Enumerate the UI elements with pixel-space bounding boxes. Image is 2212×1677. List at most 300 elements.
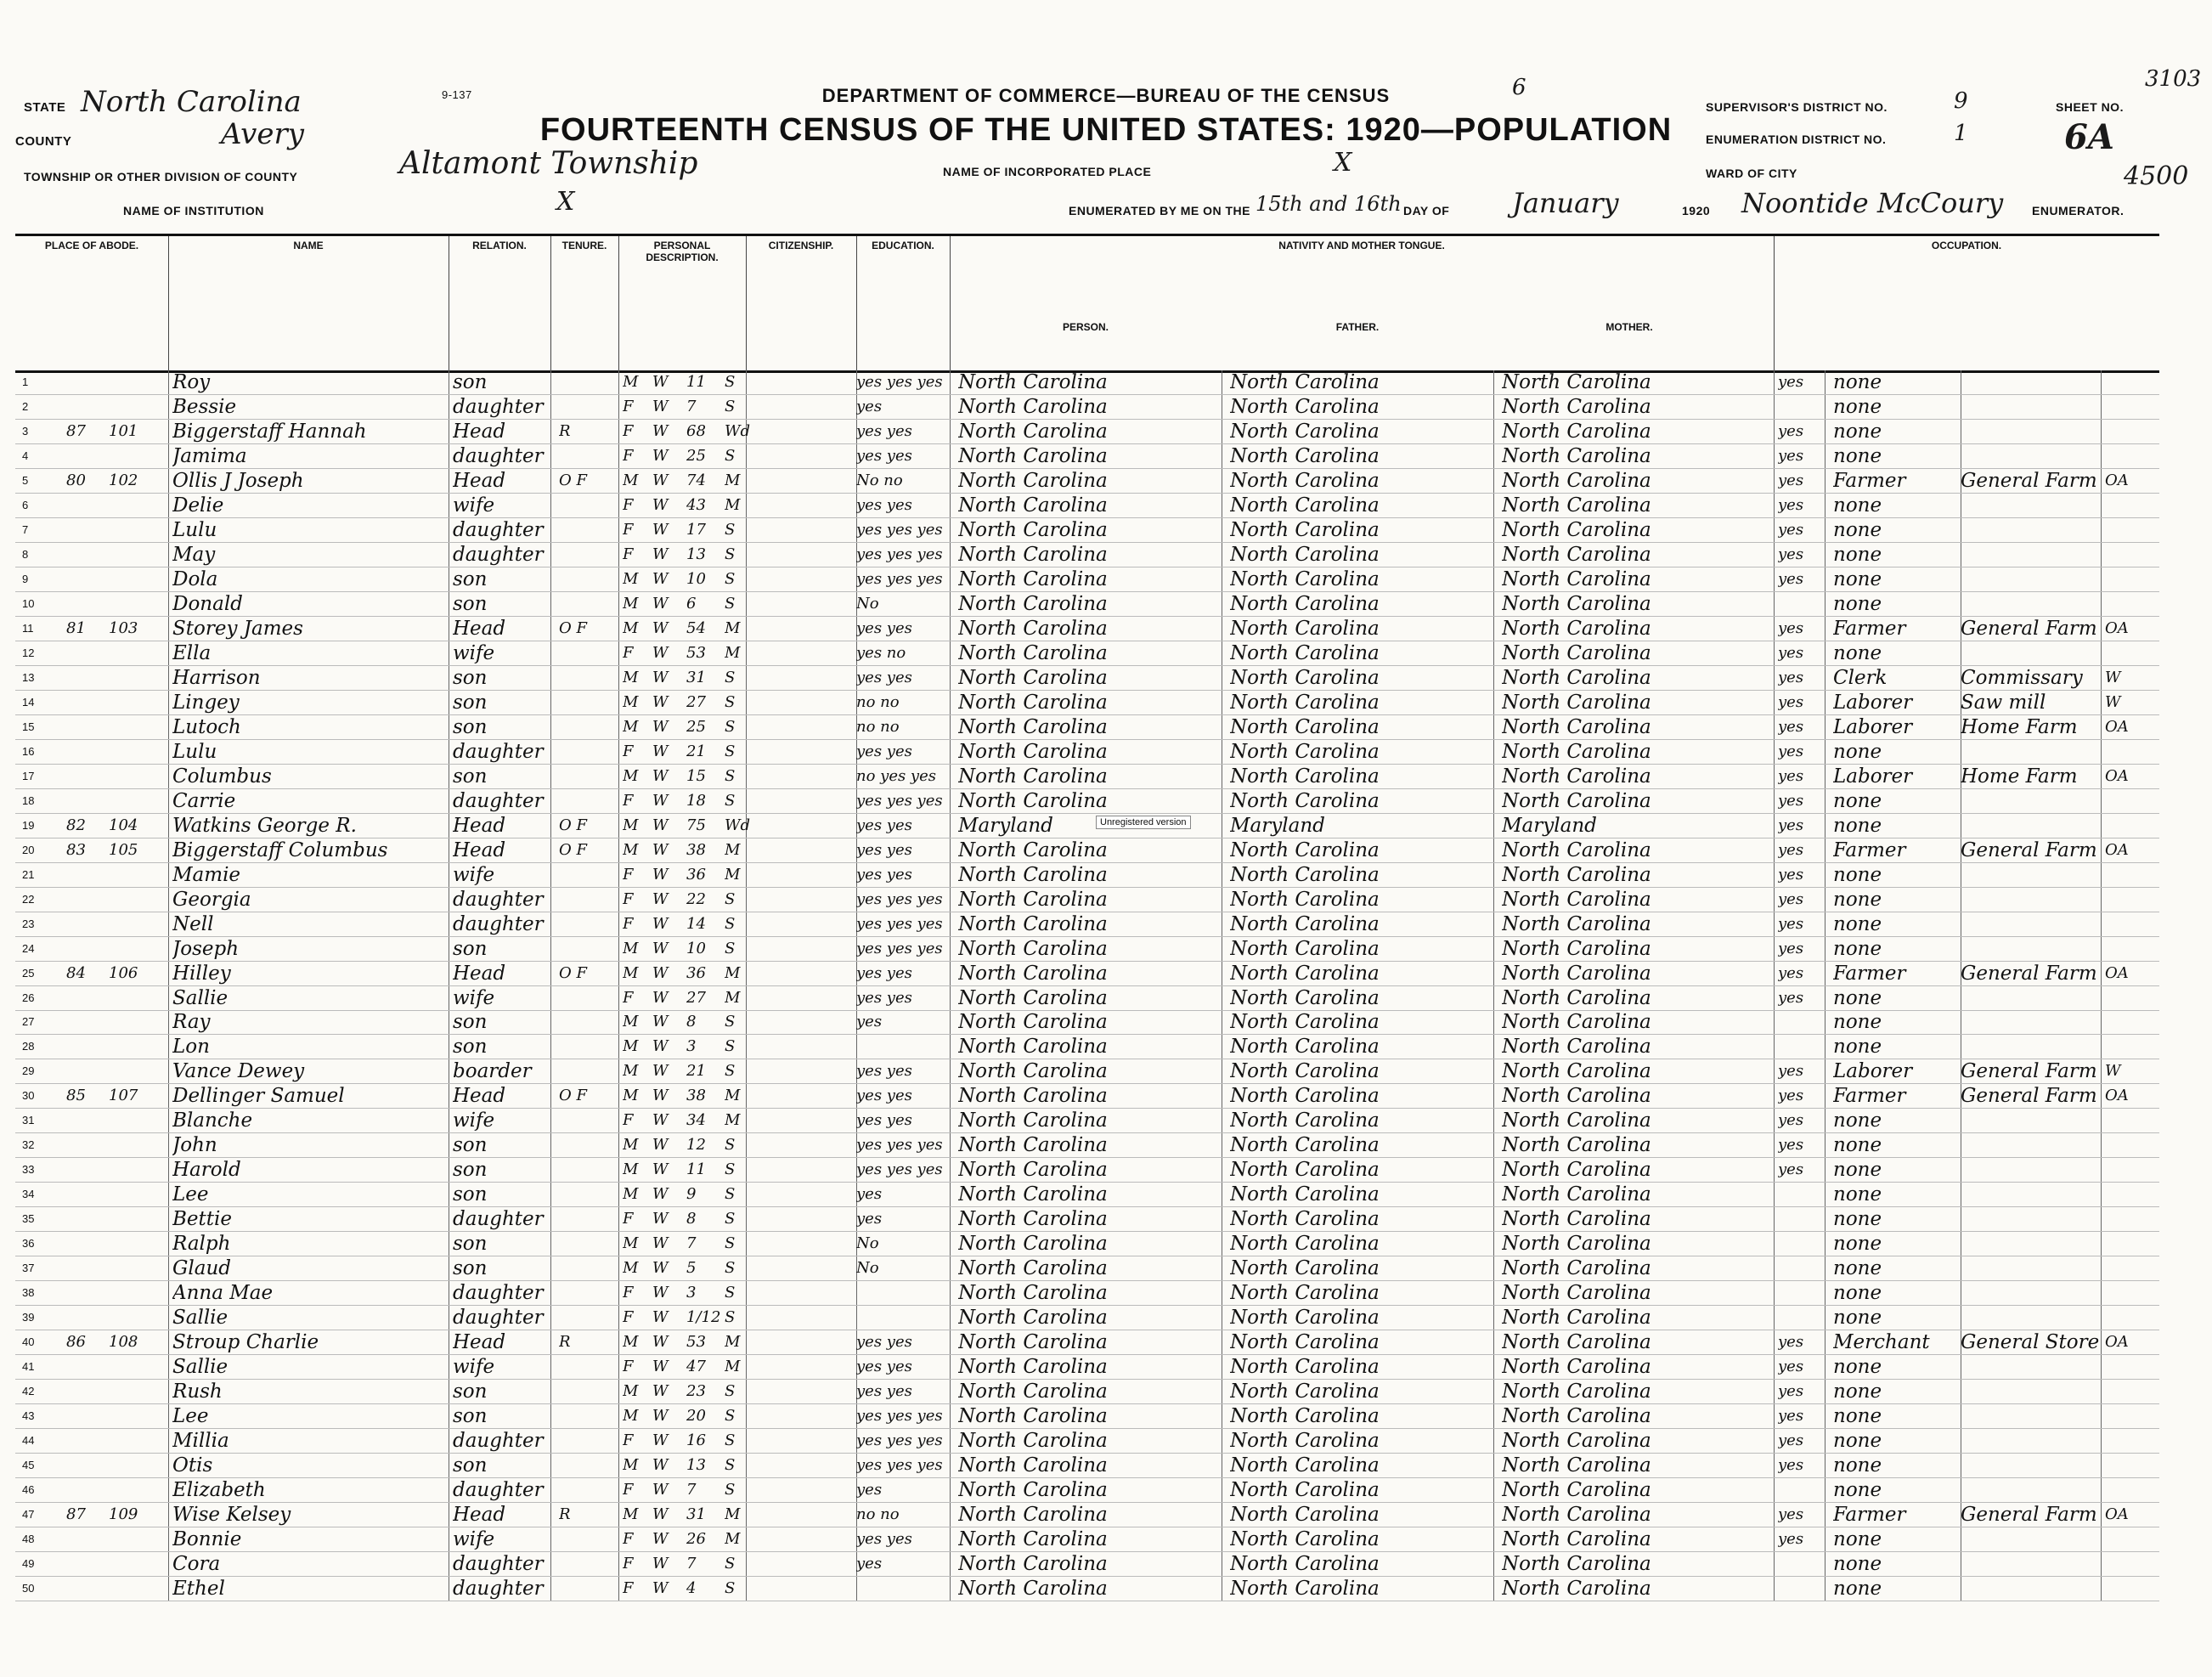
relation: Head	[453, 962, 506, 985]
speaks-english	[1778, 1478, 1820, 1502]
dwelling-number	[66, 740, 109, 764]
industry	[1961, 1577, 2105, 1601]
line-number: 20	[22, 843, 35, 856]
marital-status: M	[725, 1087, 741, 1105]
occupation: none	[1833, 543, 1882, 566]
line-number: 1	[22, 375, 29, 388]
sex: F	[623, 446, 634, 465]
education: yes yes yes	[856, 1136, 943, 1155]
mother-birthplace: North Carolina	[1502, 567, 1651, 590]
speaks-english	[1778, 1232, 1820, 1256]
dwelling-number	[66, 1306, 109, 1330]
table-row	[15, 740, 2159, 765]
marital-status: S	[725, 1013, 736, 1031]
tenure	[559, 518, 618, 542]
education: yes yes	[856, 816, 912, 834]
age: 3	[686, 1284, 697, 1302]
sex: M	[623, 1234, 639, 1253]
father-birthplace: North Carolina	[1230, 395, 1380, 418]
person-name: Biggerstaff Columbus	[172, 838, 388, 861]
relation: son	[453, 1257, 488, 1280]
family-number: 105	[109, 840, 138, 859]
industry	[1961, 1183, 2105, 1206]
marital-status: S	[725, 1284, 736, 1302]
tenure	[559, 1109, 618, 1132]
marital-status: S	[725, 569, 736, 588]
industry	[1961, 518, 2105, 542]
dwelling-number	[66, 1355, 109, 1379]
enumerator-name: Noontide McCoury	[1741, 187, 2004, 219]
family-number: 109	[109, 1505, 138, 1524]
father-birthplace: North Carolina	[1230, 518, 1380, 541]
dwelling-number	[66, 986, 109, 1010]
age: 20	[686, 1407, 706, 1426]
marital-status: S	[725, 1431, 736, 1450]
person-name: Donald	[172, 592, 243, 615]
person-name: Stroup Charlie	[172, 1331, 319, 1354]
father-birthplace: North Carolina	[1230, 1060, 1380, 1083]
race: W	[652, 1111, 669, 1130]
age: 8	[686, 1013, 697, 1031]
birthplace: North Carolina	[958, 1257, 1108, 1280]
industry: General Farm	[1961, 838, 2097, 861]
department-heading: DEPARTMENT OF COMMERCE—BUREAU OF THE CENSUS	[821, 85, 1391, 106]
line-number: 31	[22, 1114, 35, 1127]
birthplace: North Carolina	[958, 1110, 1108, 1132]
speaks-english	[1778, 1577, 1820, 1601]
industry	[1961, 641, 2105, 665]
line-number: 45	[22, 1459, 35, 1472]
person-name: Lon	[172, 1036, 210, 1059]
line-number: 22	[22, 892, 35, 906]
tenure	[559, 1306, 618, 1330]
line-number: 2	[22, 399, 29, 413]
sex: M	[623, 1160, 639, 1179]
race: W	[652, 1210, 669, 1228]
enumerated-dayof-label: DAY OF	[1403, 204, 1450, 217]
table-row	[15, 1109, 2159, 1133]
person-name: Ethel	[172, 1578, 225, 1601]
enumerated-year: 1920	[1682, 204, 1711, 217]
person-name: Sallie	[172, 1356, 229, 1379]
line-number: 44	[22, 1434, 35, 1448]
family-number: 102	[109, 471, 138, 489]
relation: daughter	[453, 888, 544, 911]
employer-class	[2105, 1478, 2156, 1502]
tenure	[559, 765, 618, 788]
dwelling-number	[66, 912, 109, 936]
sex: F	[623, 865, 634, 884]
tenure: O F	[559, 963, 587, 982]
table-row	[15, 986, 2159, 1011]
father-birthplace: North Carolina	[1230, 1331, 1380, 1354]
race: W	[652, 1481, 669, 1499]
sex: F	[623, 914, 634, 933]
family-number	[109, 1059, 160, 1083]
race: W	[652, 545, 669, 563]
industry: General Farm	[1961, 617, 2097, 640]
education: no yes yes	[856, 766, 936, 785]
mother-birthplace: North Carolina	[1502, 1479, 1651, 1502]
age: 34	[686, 1111, 706, 1130]
speaks-english: yes	[1778, 1333, 1804, 1352]
person-name: John	[172, 1134, 217, 1157]
table-row	[15, 1158, 2159, 1183]
tenure	[559, 1380, 618, 1403]
father-birthplace: North Carolina	[1230, 1085, 1380, 1108]
mother-birthplace: North Carolina	[1502, 1578, 1651, 1601]
tenure	[559, 740, 618, 764]
table-row	[15, 395, 2159, 420]
race: W	[652, 446, 669, 465]
relation: daughter	[453, 1578, 544, 1601]
dwelling-number	[66, 1527, 109, 1551]
person-name: Elizabeth	[172, 1479, 266, 1502]
relation: son	[453, 1134, 488, 1157]
race: W	[652, 421, 669, 440]
industry	[1961, 1306, 2105, 1330]
industry: Home Farm	[1961, 765, 2078, 788]
race: W	[652, 1407, 669, 1426]
person-name: Ralph	[172, 1233, 231, 1256]
birthplace: North Carolina	[958, 1504, 1108, 1527]
race: W	[652, 569, 669, 588]
birthplace: North Carolina	[958, 1381, 1108, 1403]
line-number: 36	[22, 1237, 35, 1251]
occupation: Laborer	[1833, 765, 1913, 788]
marital-status: S	[725, 520, 736, 539]
tenure	[559, 789, 618, 813]
birthplace: North Carolina	[958, 543, 1108, 566]
table-row	[15, 567, 2159, 592]
tenure	[559, 1429, 618, 1453]
employer-class	[2105, 1281, 2156, 1305]
sex: F	[623, 791, 634, 810]
marital-status: S	[725, 545, 736, 563]
age: 5	[686, 1259, 697, 1278]
relation: wife	[453, 986, 495, 1009]
father-birthplace: North Carolina	[1230, 765, 1380, 788]
incorporated-label: NAME OF INCORPORATED PLACE	[943, 165, 1152, 178]
mother-birthplace: North Carolina	[1502, 962, 1651, 985]
dwelling-number	[66, 1380, 109, 1403]
employer-class	[2105, 592, 2156, 616]
sex: M	[623, 1062, 639, 1081]
line-number: 43	[22, 1409, 35, 1423]
line-number: 49	[22, 1557, 35, 1571]
speaks-english: yes	[1778, 889, 1804, 908]
birthplace: North Carolina	[958, 444, 1108, 467]
birthplace: North Carolina	[958, 420, 1108, 443]
birthplace: North Carolina	[958, 838, 1108, 861]
industry	[1961, 444, 2105, 468]
employer-class	[2105, 1035, 2156, 1059]
race: W	[652, 1456, 669, 1475]
speaks-english: yes	[1778, 520, 1804, 539]
employer-class	[2105, 912, 2156, 936]
industry: General Farm	[1961, 1504, 2097, 1527]
table-row	[15, 444, 2159, 469]
age: 68	[686, 421, 706, 440]
birthplace: North Carolina	[958, 617, 1108, 640]
age: 31	[686, 668, 706, 686]
relation: son	[453, 1159, 488, 1182]
employer-class	[2105, 395, 2156, 419]
margin-note-right: 4500	[2124, 161, 2189, 191]
birthplace: North Carolina	[958, 1553, 1108, 1576]
occupation: none	[1833, 1479, 1882, 1502]
line-number: 37	[22, 1262, 35, 1275]
family-number	[109, 1109, 160, 1132]
speaks-english: yes	[1778, 1505, 1804, 1524]
dwelling-number	[66, 444, 109, 468]
speaks-english: yes	[1778, 545, 1804, 563]
mother-birthplace: North Carolina	[1502, 1405, 1651, 1428]
sex: F	[623, 520, 634, 539]
table-row	[15, 518, 2159, 543]
speaks-english: yes	[1778, 373, 1804, 391]
tenure	[559, 395, 618, 419]
dwelling-number	[66, 1010, 109, 1034]
line-number: 33	[22, 1163, 35, 1177]
birthplace: North Carolina	[958, 1159, 1108, 1182]
tenure	[559, 863, 618, 887]
table-row	[15, 592, 2159, 617]
speaks-english: yes	[1778, 1136, 1804, 1155]
race: W	[652, 840, 669, 859]
occupation: none	[1833, 888, 1882, 911]
marital-status: M	[725, 865, 741, 884]
relation: son	[453, 765, 488, 788]
dwelling-number	[66, 715, 109, 739]
industry	[1961, 1256, 2105, 1280]
table-row	[15, 937, 2159, 962]
father-birthplace: North Carolina	[1230, 1578, 1380, 1601]
father-birthplace: North Carolina	[1230, 1183, 1380, 1206]
occupation: Farmer	[1833, 617, 1906, 640]
age: 38	[686, 1087, 706, 1105]
table-row	[15, 912, 2159, 937]
person-name: Harold	[172, 1159, 241, 1182]
age: 27	[686, 988, 706, 1007]
age: 47	[686, 1358, 706, 1376]
marital-status: S	[725, 889, 736, 908]
col-occupation: OCCUPATION.	[1931, 240, 2002, 251]
education: yes yes	[856, 1382, 912, 1401]
birthplace: North Carolina	[958, 1454, 1108, 1477]
birthplace: North Carolina	[958, 1036, 1108, 1059]
speaks-english: yes	[1778, 668, 1804, 686]
line-number: 50	[22, 1582, 35, 1595]
tenure	[559, 1281, 618, 1305]
relation: Head	[453, 1504, 506, 1527]
family-number	[109, 1158, 160, 1182]
birthplace: North Carolina	[958, 1331, 1108, 1354]
age: 36	[686, 963, 706, 982]
dwelling-number	[66, 1035, 109, 1059]
table-row	[15, 1035, 2159, 1059]
race: W	[652, 1358, 669, 1376]
line-number: 25	[22, 966, 35, 980]
dwelling-number	[66, 1478, 109, 1502]
age: 21	[686, 1062, 706, 1081]
sex: M	[623, 1185, 639, 1204]
age: 12	[686, 1136, 706, 1155]
marital-status: M	[725, 988, 741, 1007]
line-number: 11	[22, 621, 34, 635]
table-row	[15, 1306, 2159, 1330]
industry: General Farm	[1961, 1060, 2097, 1083]
table-row	[15, 691, 2159, 715]
speaks-english	[1778, 1010, 1820, 1034]
education: yes yes	[856, 742, 912, 760]
father-birthplace: North Carolina	[1230, 986, 1380, 1009]
col-education: EDUCATION.	[856, 236, 951, 370]
mother-birthplace: North Carolina	[1502, 1356, 1651, 1379]
mother-birthplace: North Carolina	[1502, 1159, 1651, 1182]
marital-status: S	[725, 791, 736, 810]
education: No no	[856, 471, 903, 489]
education: yes	[856, 1210, 883, 1228]
industry: Commissary	[1961, 666, 2083, 689]
table-row	[15, 765, 2159, 789]
marital-status: S	[725, 1382, 736, 1401]
relation: wife	[453, 494, 495, 517]
employer-class	[2105, 370, 2156, 394]
industry	[1961, 1355, 2105, 1379]
industry	[1961, 1281, 2105, 1305]
family-number	[109, 592, 160, 616]
sex: M	[623, 816, 639, 834]
census-title: FOURTEENTH CENSUS OF THE UNITED STATES: 1920—POPULATION	[539, 112, 1673, 148]
speaks-english: yes	[1778, 717, 1804, 736]
occupation: none	[1833, 592, 1882, 615]
dwelling-number	[66, 1552, 109, 1576]
employer-class: OA	[2105, 1505, 2129, 1524]
marital-status: S	[725, 668, 736, 686]
family-number: 103	[109, 618, 138, 637]
col-nativity-mother: MOTHER.	[1605, 321, 1653, 333]
sex: M	[623, 1136, 639, 1155]
dwelling-number	[66, 1281, 109, 1305]
family-number	[109, 1035, 160, 1059]
dwelling-number	[66, 1059, 109, 1083]
tenure	[559, 1256, 618, 1280]
age: 15	[686, 766, 706, 785]
industry	[1961, 1158, 2105, 1182]
speaks-english: yes	[1778, 1087, 1804, 1105]
mother-birthplace: North Carolina	[1502, 1257, 1651, 1280]
table-row	[15, 1478, 2159, 1503]
mother-birthplace: North Carolina	[1502, 765, 1651, 788]
dwelling-number: 86	[66, 1333, 86, 1352]
race: W	[652, 1431, 669, 1450]
sex: F	[623, 1481, 634, 1499]
family-number: 107	[109, 1087, 138, 1105]
marital-status: S	[725, 1185, 736, 1204]
industry	[1961, 863, 2105, 887]
family-number	[109, 1478, 160, 1502]
tenure	[559, 444, 618, 468]
speaks-english: yes	[1778, 939, 1804, 957]
occupation: none	[1833, 1183, 1882, 1206]
tenure	[559, 666, 618, 690]
speaks-english: yes	[1778, 471, 1804, 489]
family-number	[109, 1527, 160, 1551]
family-number	[109, 1256, 160, 1280]
dwelling-number	[66, 765, 109, 788]
marital-status: S	[725, 1407, 736, 1426]
speaks-english: yes	[1778, 1407, 1804, 1426]
marital-status: S	[725, 1062, 736, 1081]
dwelling-number: 84	[66, 963, 86, 982]
father-birthplace: North Carolina	[1230, 420, 1380, 443]
birthplace: North Carolina	[958, 715, 1108, 738]
sex: M	[623, 618, 639, 637]
table-row	[15, 1454, 2159, 1478]
family-number	[109, 740, 160, 764]
marital-status: S	[725, 939, 736, 957]
speaks-english: yes	[1778, 963, 1804, 982]
birthplace: North Carolina	[958, 962, 1108, 985]
race: W	[652, 742, 669, 760]
table-row	[15, 838, 2159, 863]
family-number	[109, 567, 160, 591]
dwelling-number: 83	[66, 840, 86, 859]
race: W	[652, 791, 669, 810]
mother-birthplace: North Carolina	[1502, 1528, 1651, 1551]
age: 43	[686, 495, 706, 514]
birthplace: North Carolina	[958, 1356, 1108, 1379]
table-row	[15, 1010, 2159, 1035]
mother-birthplace: North Carolina	[1502, 888, 1651, 911]
education: yes yes	[856, 1087, 912, 1105]
birthplace: North Carolina	[958, 789, 1108, 812]
tenure	[559, 592, 618, 616]
race: W	[652, 1505, 669, 1524]
occupation: Farmer	[1833, 962, 1906, 985]
marital-status: S	[725, 1481, 736, 1499]
mother-birthplace: North Carolina	[1502, 1282, 1651, 1305]
race: W	[652, 1555, 669, 1573]
employer-class	[2105, 1207, 2156, 1231]
family-number	[109, 863, 160, 887]
father-birthplace: North Carolina	[1230, 469, 1380, 492]
industry	[1961, 1478, 2105, 1502]
race: W	[652, 1160, 669, 1179]
industry: General Store	[1961, 1331, 2100, 1354]
father-birthplace: North Carolina	[1230, 1405, 1380, 1428]
employer-class	[2105, 1429, 2156, 1453]
industry	[1961, 1380, 2105, 1403]
industry	[1961, 567, 2105, 591]
family-number	[109, 370, 160, 394]
age: 53	[686, 1333, 706, 1352]
education: yes yes yes	[856, 1160, 943, 1179]
birthplace: North Carolina	[958, 1183, 1108, 1206]
mother-birthplace: North Carolina	[1502, 1233, 1651, 1256]
birthplace: North Carolina	[958, 592, 1108, 615]
mother-birthplace: North Carolina	[1502, 1134, 1651, 1157]
dwelling-number	[66, 567, 109, 591]
age: 38	[686, 840, 706, 859]
speaks-english: yes	[1778, 1431, 1804, 1450]
relation: Head	[453, 814, 506, 837]
line-number: 48	[22, 1533, 35, 1546]
employer-class	[2105, 420, 2156, 443]
person-name: Sallie	[172, 986, 229, 1009]
line-number: 13	[22, 670, 35, 684]
